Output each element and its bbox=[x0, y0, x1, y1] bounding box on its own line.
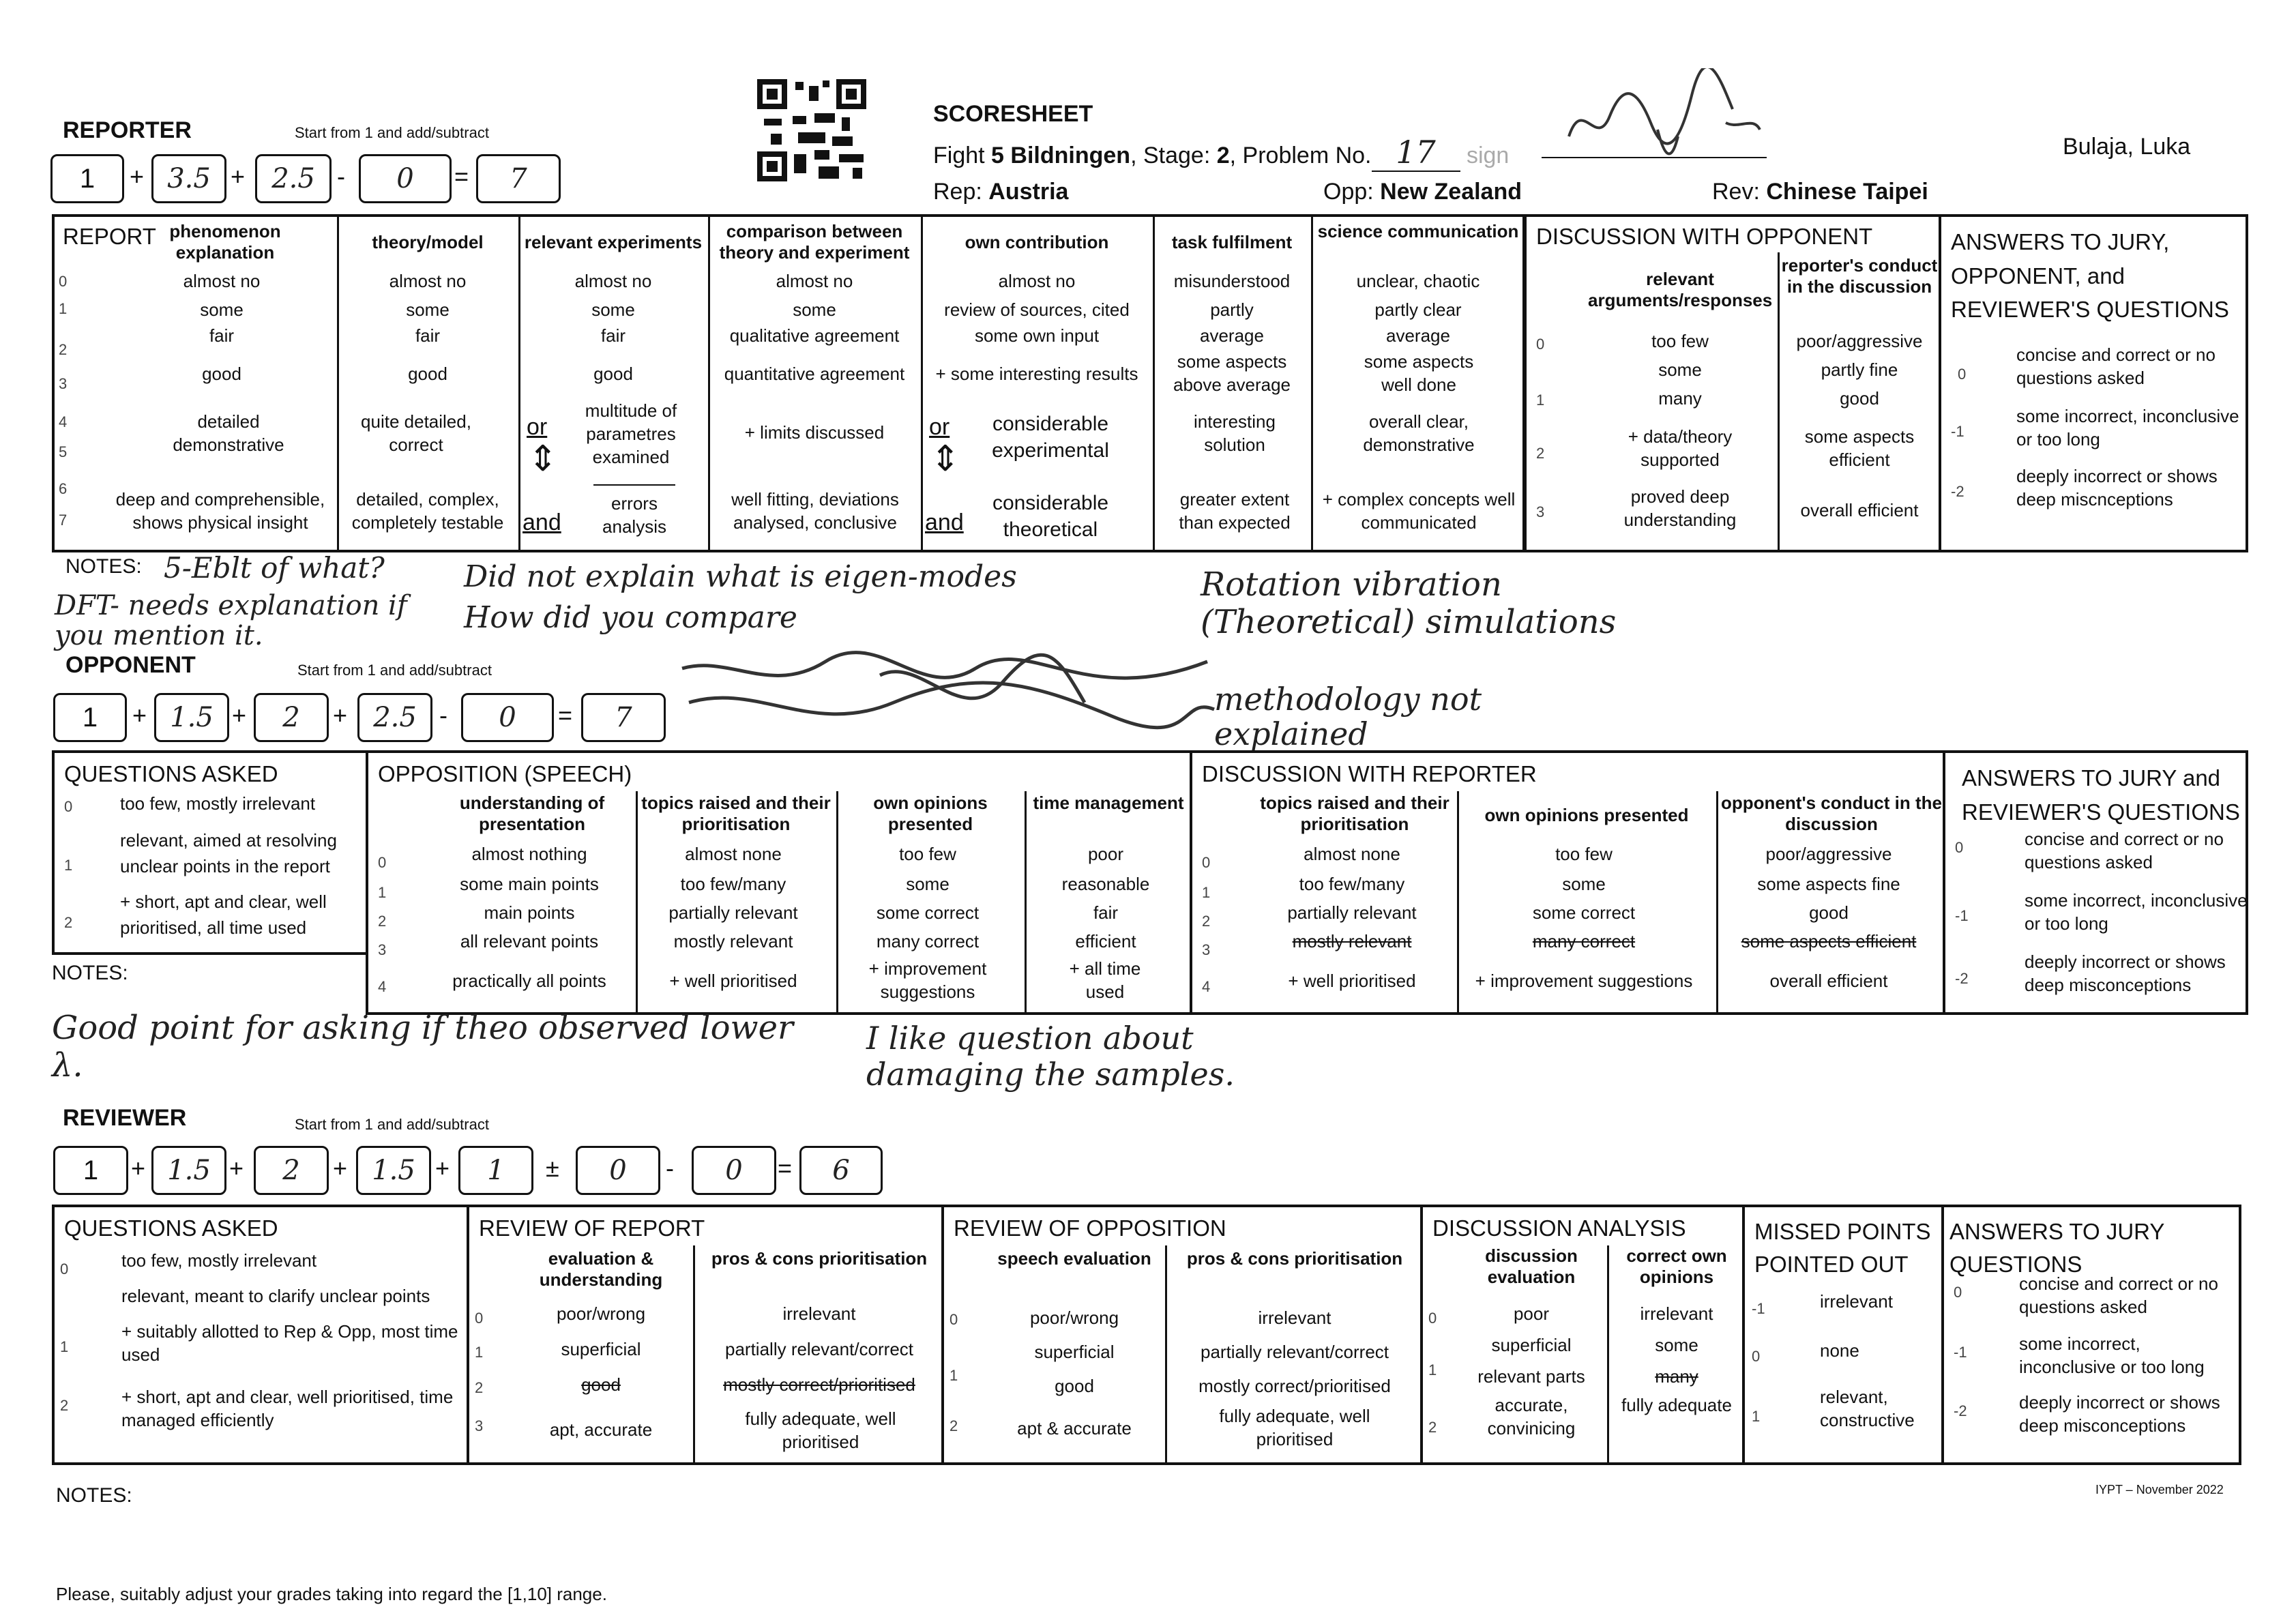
disc-cell[interactable]: partly fine bbox=[1821, 359, 1898, 380]
rev-team bbox=[1712, 179, 1928, 205]
speech-cell[interactable]: too few bbox=[899, 844, 956, 864]
report-cell[interactable]: deep and comprehensible, shows physical insight bbox=[115, 489, 325, 533]
report-cell[interactable]: well fitting, deviations analysed, conclusive bbox=[731, 489, 899, 533]
rev-cell[interactable]: superficial bbox=[561, 1339, 641, 1359]
report-cell[interactable]: some aspects above average bbox=[1173, 351, 1291, 395]
speech-cell[interactable]: poor bbox=[1087, 844, 1124, 864]
and-label: and bbox=[925, 510, 964, 535]
rev-cell[interactable]: superficial bbox=[1034, 1342, 1115, 1362]
rev-cell[interactable]: apt & accurate bbox=[1017, 1418, 1132, 1438]
rev-cell[interactable]: mostly correct/prioritised bbox=[1198, 1376, 1391, 1396]
speech-header: topics raised and their prioritisation bbox=[641, 793, 831, 835]
question-cell[interactable]: relevant, aimed at resolving unclear points in the report bbox=[120, 830, 337, 876]
report-cell[interactable]: good bbox=[408, 364, 447, 384]
opp-team bbox=[1323, 179, 1522, 205]
disc-cell[interactable]: too few bbox=[1555, 844, 1613, 864]
hand-note: methodology not explained bbox=[1214, 681, 1482, 752]
rev-cell[interactable]: irrelevant bbox=[782, 1303, 856, 1324]
disc-cell[interactable]: too few/many bbox=[1299, 874, 1405, 894]
reporter-hint: Start from 1 and add/subtract bbox=[295, 124, 489, 141]
opponent-score-box-2[interactable]: 1.5 bbox=[154, 693, 229, 742]
reporter-answers-title: ANSWERS TO JURY, OPPONENT, and REVIEWER'S QUESTIONS bbox=[1951, 229, 2229, 322]
report-cell[interactable]: review of sources, cited bbox=[944, 299, 1130, 320]
speech-header: understanding of presentation bbox=[459, 793, 605, 835]
report-cell[interactable]: quantitative agreement bbox=[724, 364, 905, 384]
report-cell[interactable]: almost no bbox=[183, 271, 261, 291]
hand-note: Good point for asking if theo observed lower λ. bbox=[52, 1009, 793, 1085]
footer-note: Please, suitably adjust your grades taking into regard the [1,10] range. bbox=[56, 1584, 607, 1604]
answer-cell[interactable]: concise and correct or no questions asked bbox=[2016, 344, 2216, 388]
juror-name: Bulaja, Luka bbox=[2063, 134, 2191, 160]
qr-code bbox=[757, 79, 866, 181]
disc-cell[interactable]: some bbox=[1658, 359, 1702, 380]
reviewer-score-box-6[interactable]: 0 bbox=[576, 1146, 660, 1195]
stage-label: , Stage: bbox=[1130, 143, 1211, 168]
speech-cell[interactable]: mostly relevant bbox=[673, 931, 793, 951]
disc-cell[interactable]: mostly relevant bbox=[1292, 931, 1412, 951]
question-cell[interactable]: too few, mostly irrelevant bbox=[120, 793, 316, 814]
da-cell[interactable]: many bbox=[1655, 1366, 1698, 1387]
footer-version: IYPT – November 2022 bbox=[2095, 1483, 2224, 1496]
op-minus: - bbox=[337, 162, 345, 190]
op-plus: + bbox=[333, 1154, 348, 1182]
disc-cell[interactable]: some aspects fine bbox=[1757, 874, 1900, 894]
disc-analysis-section: DISCUSSION ANALYSIS 0 1 2 discussion evaluation correct own opinions poor irrelevant superficial some relevant parts many accurate, convinicing fully adequate bbox=[1420, 1205, 1745, 1465]
answer-cell[interactable]: deeply incorrect or shows deep misconceptions bbox=[2025, 951, 2226, 995]
rev-cell[interactable]: fully adequate, well prioritised bbox=[1219, 1406, 1370, 1449]
disc-cell[interactable]: some correct bbox=[1532, 902, 1636, 923]
disc-header-1: relevant arguments/responses bbox=[1588, 269, 1773, 311]
rev-cell[interactable]: apt, accurate bbox=[549, 1419, 653, 1440]
or-label: or bbox=[929, 414, 950, 440]
report-cell[interactable]: quite detailed, correct bbox=[361, 411, 471, 455]
report-cell[interactable]: interesting solution bbox=[1194, 411, 1276, 455]
da-cell[interactable]: irrelevant bbox=[1640, 1303, 1713, 1324]
disc-cell[interactable]: + improvement suggestions bbox=[1475, 971, 1693, 991]
report-cell[interactable]: + complex concepts well communicated bbox=[1322, 489, 1516, 533]
reviewer-score-box-7[interactable]: 0 bbox=[692, 1146, 776, 1195]
rev-cell[interactable]: irrelevant bbox=[1258, 1308, 1331, 1328]
reporter-title: REPORTER bbox=[63, 117, 192, 143]
missed-points-section: MISSED POINTS POINTED OUT -1 0 1 irrelevant none relevant, constructive bbox=[1742, 1205, 1944, 1465]
reporter-score-result[interactable]: 7 bbox=[476, 154, 561, 203]
disc-cell[interactable]: proved deep understanding bbox=[1623, 486, 1737, 530]
op-equals: = bbox=[778, 1154, 793, 1182]
disc-cell[interactable]: some aspects efficient bbox=[1741, 931, 1917, 951]
report-cell[interactable]: some own input bbox=[974, 325, 1100, 346]
opp-disc-title: DISCUSSION WITH REPORTER bbox=[1202, 761, 1537, 786]
op-equals: = bbox=[454, 162, 469, 190]
disc-cell[interactable]: overall efficient bbox=[1769, 971, 1888, 991]
da-header: correct own opinions bbox=[1626, 1245, 1727, 1288]
speech-cell[interactable]: practically all points bbox=[452, 971, 606, 991]
report-cell[interactable]: partly bbox=[1210, 299, 1254, 320]
report-cell[interactable]: some aspects well done bbox=[1364, 351, 1474, 395]
report-cell[interactable]: considerable theoretical bbox=[992, 492, 1109, 541]
report-cell[interactable]: almost no bbox=[998, 271, 1076, 291]
report-cell[interactable]: considerable experimental bbox=[992, 413, 1109, 462]
opp-name: New Zealand bbox=[1380, 179, 1522, 205]
opp-questions-section: QUESTIONS ASKED 0 1 2 too few, mostly irrelevant relevant, aimed at resolving unclear points in the report + short, apt and clear, well prioritised, all time used bbox=[52, 750, 368, 955]
rep-team bbox=[933, 179, 1068, 205]
disc-analysis-title: DISCUSSION ANALYSIS bbox=[1432, 1215, 1686, 1241]
question-cell[interactable]: + short, apt and clear, well prioritised, time managed efficiently bbox=[121, 1387, 454, 1430]
report-cell[interactable]: good bbox=[593, 364, 633, 384]
rev-name: Chinese Taipei bbox=[1766, 179, 1928, 205]
report-cell[interactable]: average bbox=[1200, 325, 1264, 346]
rev-answers-section: ANSWERS TO JURY QUESTIONS 0 -1 -2 concise and correct or no questions asked some incorrect, inconclusive or too long deeply incorrect or shows deep misconceptions bbox=[1941, 1205, 2241, 1465]
opp-speech-section: OPPOSITION (SPEECH) 0 1 2 3 4 understanding of presentation topics raised and their prioritisation own opinions presented time management bbox=[366, 750, 1192, 1015]
op-plus: + bbox=[131, 1154, 146, 1182]
speech-cell[interactable]: almost none bbox=[685, 844, 782, 864]
op-plus: + bbox=[132, 701, 147, 729]
hand-note: Rotation vibration (Theoretical) simulations bbox=[1201, 565, 1617, 642]
rev-opposition-section: REVIEW OF OPPOSITION 0 1 2 speech evaluation pros & cons prioritisation poor/wrong irrelevant superficial partially relevant/correct good mostly correct/prioritised apt & accurate fully adequate, well prioritised bbox=[941, 1205, 1423, 1465]
rep-label: Rep: bbox=[933, 179, 982, 205]
rev-cell[interactable]: mostly correct/prioritised bbox=[723, 1374, 915, 1395]
da-cell[interactable]: superficial bbox=[1491, 1335, 1572, 1355]
report-cell[interactable]: some bbox=[406, 299, 450, 320]
fight-place: Bildningen bbox=[1010, 143, 1131, 168]
op-plus: + bbox=[435, 1154, 450, 1182]
answer-cell[interactable]: concise and correct or no questions asked bbox=[2025, 829, 2224, 872]
report-cell[interactable]: partly clear bbox=[1374, 299, 1462, 320]
report-cell[interactable]: fair bbox=[209, 325, 235, 346]
rev-header: evaluation & understanding bbox=[539, 1248, 663, 1290]
opponent-score-box-4[interactable]: 2.5 bbox=[357, 693, 432, 742]
reporter-score-box-2[interactable]: 3.5 bbox=[151, 154, 226, 203]
reporter-answers-section: ANSWERS TO JURY, OPPONENT, and REVIEWER'S QUESTIONS 0 -1 -2 concise and correct or no questions asked some incorrect, inconclusive or too long deeply incorrect or shows deep miscnceptions bbox=[1939, 214, 2248, 552]
report-label: REPORT bbox=[63, 224, 156, 249]
opp-answers-section: ANSWERS TO JURY and REVIEWER'S QUESTIONS 0 -1 -2 concise and correct or no questions asked some incorrect, inconclusive or too long deeply incorrect or shows deep misconceptions bbox=[1943, 750, 2248, 1015]
rev-header: pros & cons prioritisation bbox=[711, 1248, 928, 1269]
fight-line bbox=[933, 134, 1509, 172]
da-cell[interactable]: fully adequate bbox=[1621, 1395, 1732, 1415]
report-cell[interactable]: unclear, chaotic bbox=[1356, 271, 1480, 291]
rev-cell[interactable]: good bbox=[581, 1374, 621, 1395]
rev-questions-title: QUESTIONS ASKED bbox=[64, 1215, 278, 1241]
disc-cell[interactable]: + well prioritised bbox=[1288, 971, 1416, 991]
rev-cell[interactable]: fully adequate, well prioritised bbox=[745, 1408, 896, 1452]
mp-cell[interactable]: irrelevant bbox=[1820, 1291, 1893, 1312]
reviewer-score-result[interactable]: 6 bbox=[799, 1146, 883, 1195]
speech-cell[interactable]: main points bbox=[484, 902, 575, 923]
opponent-title: OPPONENT bbox=[65, 652, 196, 678]
disc-opponent-title: DISCUSSION WITH OPPONENT bbox=[1536, 224, 1873, 249]
arrow-icon: ⇕ bbox=[528, 439, 558, 479]
sign-label: sign bbox=[1466, 143, 1510, 168]
fight-label: Fight bbox=[933, 143, 985, 168]
reporter-score-box-3[interactable]: 2.5 bbox=[255, 154, 332, 203]
question-cell[interactable]: relevant, meant to clarify unclear points bbox=[121, 1286, 430, 1306]
op-minus: - bbox=[666, 1154, 674, 1182]
opp-answers-title: ANSWERS TO JURY and REVIEWER'S QUESTIONS bbox=[1962, 765, 2240, 825]
mp-cell[interactable]: relevant, constructive bbox=[1820, 1387, 1915, 1430]
disc-cell[interactable]: good bbox=[1840, 388, 1879, 409]
speech-cell[interactable]: too few/many bbox=[680, 874, 786, 894]
disc-cell[interactable]: some bbox=[1562, 874, 1606, 894]
rev-cell[interactable]: poor/wrong bbox=[1029, 1308, 1119, 1328]
disc-cell[interactable]: partially relevant bbox=[1287, 902, 1417, 923]
answer-cell[interactable]: some incorrect, inconclusive or too long bbox=[2025, 890, 2248, 934]
report-cell[interactable]: fair bbox=[600, 325, 626, 346]
opp-speech-title: OPPOSITION (SPEECH) bbox=[378, 761, 632, 786]
disc-header-2: reporter's conduct in the discussion bbox=[1781, 255, 1938, 297]
report-cell[interactable]: multitude of parametres examined bbox=[585, 400, 677, 467]
op-plusminus: ± bbox=[546, 1154, 559, 1182]
da-cell[interactable]: poor bbox=[1513, 1303, 1550, 1324]
opponent-score-result[interactable]: 7 bbox=[581, 693, 666, 742]
answer-cell[interactable]: deeply incorrect or shows deep miscnceptions bbox=[2016, 466, 2218, 510]
reviewer-score-box-3[interactable]: 2 bbox=[254, 1146, 329, 1195]
report-cell[interactable]: misunderstood bbox=[1173, 271, 1291, 291]
op-equals: = bbox=[558, 701, 573, 729]
disc-cell[interactable]: overall efficient bbox=[1800, 500, 1919, 520]
answer-cell[interactable]: some incorrect, inconclusive or too long bbox=[2016, 406, 2239, 449]
report-cell[interactable]: errors analysis bbox=[593, 484, 675, 539]
speech-cell[interactable]: + all time used bbox=[1069, 958, 1141, 1002]
report-cell[interactable]: good bbox=[202, 364, 241, 384]
report-cell[interactable]: overall clear, demonstrative bbox=[1363, 411, 1475, 455]
speech-cell[interactable]: some main points bbox=[460, 874, 599, 894]
da-cell[interactable]: some bbox=[1655, 1335, 1698, 1355]
disc-header: topics raised and their prioritisation bbox=[1260, 793, 1449, 835]
op-plus: + bbox=[232, 701, 247, 729]
fight-number: 5 bbox=[991, 143, 1004, 168]
disc-cell[interactable]: many bbox=[1658, 388, 1702, 409]
answer-cell[interactable]: some incorrect, inconclusive or too long bbox=[2019, 1333, 2205, 1377]
report-cell[interactable]: some bbox=[793, 299, 836, 320]
speech-cell[interactable]: efficient bbox=[1075, 931, 1136, 951]
report-cell[interactable]: average bbox=[1386, 325, 1450, 346]
or-label: or bbox=[527, 414, 548, 440]
problem-number: 17 bbox=[1372, 134, 1460, 172]
disc-cell[interactable]: almost none bbox=[1304, 844, 1400, 864]
question-cell[interactable]: + suitably allotted to Rep & Opp, most time used bbox=[121, 1321, 458, 1365]
reporter-score-box-1[interactable]: 1 bbox=[50, 154, 124, 203]
disc-cell[interactable]: good bbox=[1809, 902, 1849, 923]
disc-cell[interactable]: poor/aggressive bbox=[1765, 844, 1892, 864]
disc-cell[interactable]: too few bbox=[1651, 331, 1709, 351]
sign-line bbox=[1542, 157, 1767, 158]
problem-label: , Problem No. bbox=[1229, 143, 1372, 168]
hand-note: 5-Eblt of what? bbox=[164, 551, 385, 585]
hand-note: Did not explain what is eigen-modes bbox=[464, 559, 1017, 594]
hand-note: I like question about damaging the samples. bbox=[866, 1020, 1235, 1093]
scribble bbox=[675, 641, 1221, 743]
da-cell[interactable]: accurate, convinicing bbox=[1487, 1395, 1576, 1438]
speech-cell[interactable]: + improvement suggestions bbox=[868, 958, 987, 1002]
report-cell[interactable]: greater extent than expected bbox=[1179, 489, 1291, 533]
rev-cell[interactable]: good bbox=[1055, 1376, 1094, 1396]
rev-questions-section: QUESTIONS ASKED 0 1 2 too few, mostly irrelevant relevant, meant to clarify unclear points + suitably allotted to Rep & Opp, most time used + short, apt and clear, well prioritised, time managed efficiently bbox=[52, 1205, 469, 1465]
speech-cell[interactable]: almost nothing bbox=[471, 844, 587, 864]
opp-questions-title: QUESTIONS ASKED bbox=[64, 761, 278, 786]
speech-header: own opinions presented bbox=[873, 793, 988, 835]
reviewer-score-box-4[interactable]: 1.5 bbox=[356, 1146, 431, 1195]
report-cell[interactable]: fair bbox=[415, 325, 441, 346]
speech-cell[interactable]: some bbox=[906, 874, 950, 894]
report-cell[interactable]: some bbox=[591, 299, 635, 320]
op-plus: + bbox=[231, 162, 246, 190]
opp-disc-section: DISCUSSION WITH REPORTER 0 1 2 3 4 topics raised and their prioritisation own opinions presented opponent's conduct in the discussion bbox=[1190, 750, 1945, 1015]
opponent-score-box-1[interactable]: 1 bbox=[53, 693, 127, 742]
speech-cell[interactable]: partially relevant bbox=[668, 902, 798, 923]
report-cell[interactable]: qualitative agreement bbox=[729, 325, 900, 346]
reviewer-score-box-1[interactable]: 1 bbox=[53, 1146, 128, 1195]
report-cell[interactable]: almost no bbox=[389, 271, 467, 291]
report-cell[interactable]: almost no bbox=[574, 271, 652, 291]
opp-notes-label: NOTES: bbox=[52, 962, 128, 984]
hand-note: How did you compare bbox=[464, 600, 797, 635]
speech-cell[interactable]: all relevant points bbox=[460, 931, 599, 951]
opponent-score-box-5[interactable]: 0 bbox=[461, 693, 554, 742]
disc-opponent-section: DISCUSSION WITH OPPONENT relevant arguments/responses reporter's conduct in the discussion too few poor/aggressive some partly fine many good + data/theory supported some aspects efficient proved deep understanding overall efficient 0 1 2 3 bbox=[1524, 214, 1941, 552]
da-header: discussion evaluation bbox=[1485, 1245, 1578, 1288]
signature bbox=[1555, 68, 1773, 164]
question-cell[interactable]: + short, apt and clear, well prioritised, all time used bbox=[120, 891, 327, 938]
report-cell[interactable]: some bbox=[200, 299, 244, 320]
arrow-icon: ⇕ bbox=[930, 439, 960, 479]
rep-name: Austria bbox=[988, 179, 1069, 205]
mp-cell[interactable]: none bbox=[1820, 1340, 1859, 1361]
report-section: REPORT 0 1 2 3 4 5 6 7 phenomenon explanation almost no some fair good detailed demonstrative deep and comprehensible, shows physical insight theory/model almost no some fair good quite detailed, correct detailed, complex, completely testable relevant experiments almost no some fair good multitude of parametres examined errors analysis or ⇕ and comparison between theory and experiment almost no some qualitative agreement quantitative agreement + limits discussed well fitting, deviations analysed, conclusive own contribution almost no review of sources, cited some own input + some interesting results considerable experimental considerable theoretical or ⇕ and task fulfilment misunderstood partly average some aspects above average interesting solution greater extent than expected science communication unclear, chaotic partly clear average some aspects well done overall clear, demonstrative + complex concepts well communicated bbox=[52, 214, 1525, 552]
report-cell[interactable]: + limits discussed bbox=[744, 422, 885, 443]
opponent-hint: Start from 1 and add/subtract bbox=[297, 662, 492, 679]
reviewer-score-box-5[interactable]: 1 bbox=[458, 1146, 533, 1195]
speech-cell[interactable]: some correct bbox=[876, 902, 980, 923]
da-cell[interactable]: relevant parts bbox=[1477, 1366, 1585, 1387]
disc-header: own opinions presented bbox=[1484, 805, 1689, 825]
rev-cell[interactable]: partially relevant/correct bbox=[1201, 1342, 1389, 1362]
speech-cell[interactable]: reasonable bbox=[1061, 874, 1150, 894]
disc-cell[interactable]: some aspects efficient bbox=[1804, 426, 1915, 470]
rev-report-title: REVIEW OF REPORT bbox=[479, 1215, 705, 1241]
report-cell[interactable]: detailed demonstrative bbox=[173, 411, 284, 455]
rev-notes-label: NOTES: bbox=[56, 1484, 132, 1507]
speech-header: time management bbox=[1033, 793, 1184, 813]
scoresheet-title: SCORESHEET bbox=[933, 101, 1093, 127]
report-cell[interactable]: detailed, complex, completely testable bbox=[351, 489, 504, 533]
hand-note: DFT- needs explanation if you mention it. bbox=[55, 590, 407, 651]
answer-cell[interactable]: deeply incorrect or shows deep misconceptions bbox=[2019, 1392, 2220, 1436]
missed-points-title: MISSED POINTS POINTED OUT bbox=[1754, 1219, 1931, 1277]
rev-cell[interactable]: partially relevant/correct bbox=[725, 1339, 913, 1359]
reviewer-title: REVIEWER bbox=[63, 1105, 187, 1131]
reporter-notes-label: NOTES: bbox=[65, 555, 142, 578]
speech-cell[interactable]: fair bbox=[1093, 902, 1119, 923]
rev-report-section: REVIEW OF REPORT 0 1 2 3 evaluation & understanding pros & cons prioritisation poor/wrong irrelevant superficial partially relevant/correct good mostly correct/prioritised apt, accurate fully adequate, well prioritised bbox=[467, 1205, 944, 1465]
disc-header: opponent's conduct in the discussion bbox=[1721, 793, 1942, 835]
rev-label: Rev: bbox=[1712, 179, 1760, 205]
op-plus: + bbox=[130, 162, 145, 190]
rev-opposition-title: REVIEW OF OPPOSITION bbox=[954, 1215, 1226, 1241]
disc-cell[interactable]: + data/theory supported bbox=[1628, 426, 1733, 470]
disc-cell[interactable]: many correct bbox=[1532, 931, 1636, 951]
opp-label: Opp: bbox=[1323, 179, 1374, 205]
rev-header: speech evaluation bbox=[997, 1248, 1151, 1269]
stage-value: 2 bbox=[1216, 143, 1230, 168]
rev-cell[interactable]: poor/wrong bbox=[556, 1303, 646, 1324]
reviewer-hint: Start from 1 and add/subtract bbox=[295, 1116, 489, 1133]
op-plus: + bbox=[333, 701, 348, 729]
report-cell[interactable]: + some interesting results bbox=[935, 364, 1138, 384]
op-plus: + bbox=[229, 1154, 244, 1182]
report-cell[interactable]: almost no bbox=[776, 271, 853, 291]
op-minus: - bbox=[439, 701, 447, 729]
disc-cell[interactable]: poor/aggressive bbox=[1796, 331, 1923, 351]
reporter-score-box-4[interactable]: 0 bbox=[359, 154, 452, 203]
speech-cell[interactable]: many correct bbox=[876, 931, 980, 951]
answer-cell[interactable]: concise and correct or no questions asked bbox=[2019, 1273, 2218, 1317]
and-label: and bbox=[523, 510, 561, 535]
question-cell[interactable]: too few, mostly irrelevant bbox=[121, 1250, 317, 1271]
opponent-score-box-3[interactable]: 2 bbox=[254, 693, 329, 742]
speech-cell[interactable]: + well prioritised bbox=[669, 971, 797, 991]
rev-answers-title: ANSWERS TO JURY QUESTIONS bbox=[1949, 1219, 2164, 1277]
reviewer-score-box-2[interactable]: 1.5 bbox=[151, 1146, 226, 1195]
rev-header: pros & cons prioritisation bbox=[1186, 1248, 1403, 1269]
